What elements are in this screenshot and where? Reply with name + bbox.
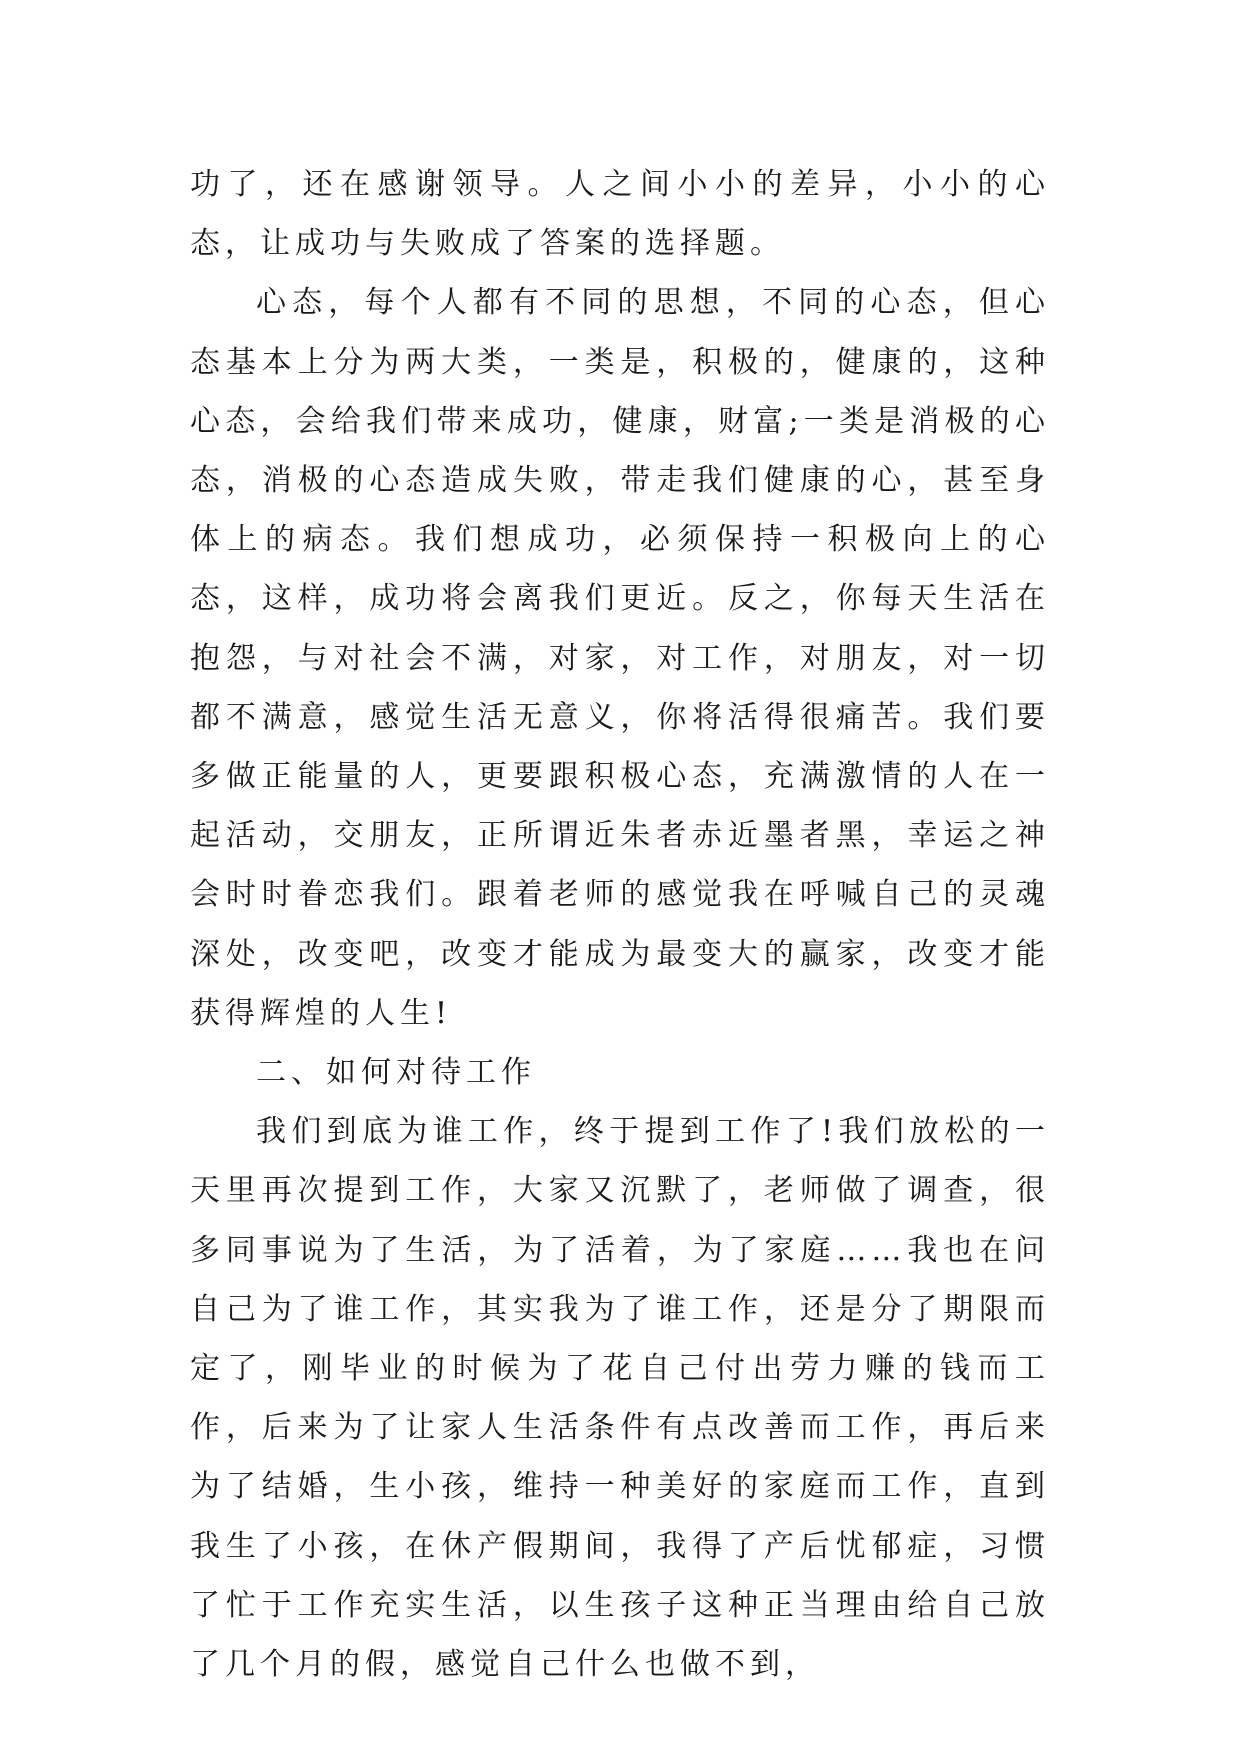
section-heading: 二、如何对待工作 — [256, 1055, 536, 1091]
paragraph-continuation: 功了，还在感谢领导。人之间小小的差异，小小的心态，让成功与失败成了答案的选择题。 — [190, 167, 1050, 262]
document-body — [190, 155, 1050, 1694]
paragraph-mindset: 心态，每个人都有不同的思想，不同的心态，但心态基本上分为两大类，一类是，积极的，健康的，这种心态，会给我们带来成功，健康，财富;一类是消极的心态，消极的心态造成失败，带走我们健康的心，甚至身体上的病态。我们想成功，必须保持一积极向上的心态，这样，成功将会离我们更近。反之，你每天生活在抱怨，与对社会不满，对家，对工作，对朋友，对一切都不满意，感觉生活无意义，你将活得很痛苦。我们要多做正能量的人，更要跟积极心态，充满激情的人在一起活动，交朋友，正所谓近朱者赤近墨者黑，幸运之神会时时眷恋我们。跟着老师的感觉我在呼喊自己的灵魂深处，改变吧，改变才能成为最变大的赢家，改变才能获得辉煌的人生! — [190, 285, 1050, 1031]
paragraph-work: 我们到底为谁工作，终于提到工作了!我们放松的一天里再次提到工作，大家又沉默了，老师做了调查，很多同事说为了生活，为了活着，为了家庭……我也在问自己为了谁工作，其实我为了谁工作，还是分了期限而定了，刚毕业的时候为了花自己付出劳力赚的钱而工作，后来为了让家人生活条件有点改善而工作，再后来为了结婚，生小孩，维持一种美好的家庭而工作，直到我生了小孩，在休产假期间，我得了产后忧郁症，习惯了忙于工作充实生活，以生孩子这种正当理由给自己放了几个月的假，感觉自己什么也做不到， — [190, 1114, 1050, 1683]
